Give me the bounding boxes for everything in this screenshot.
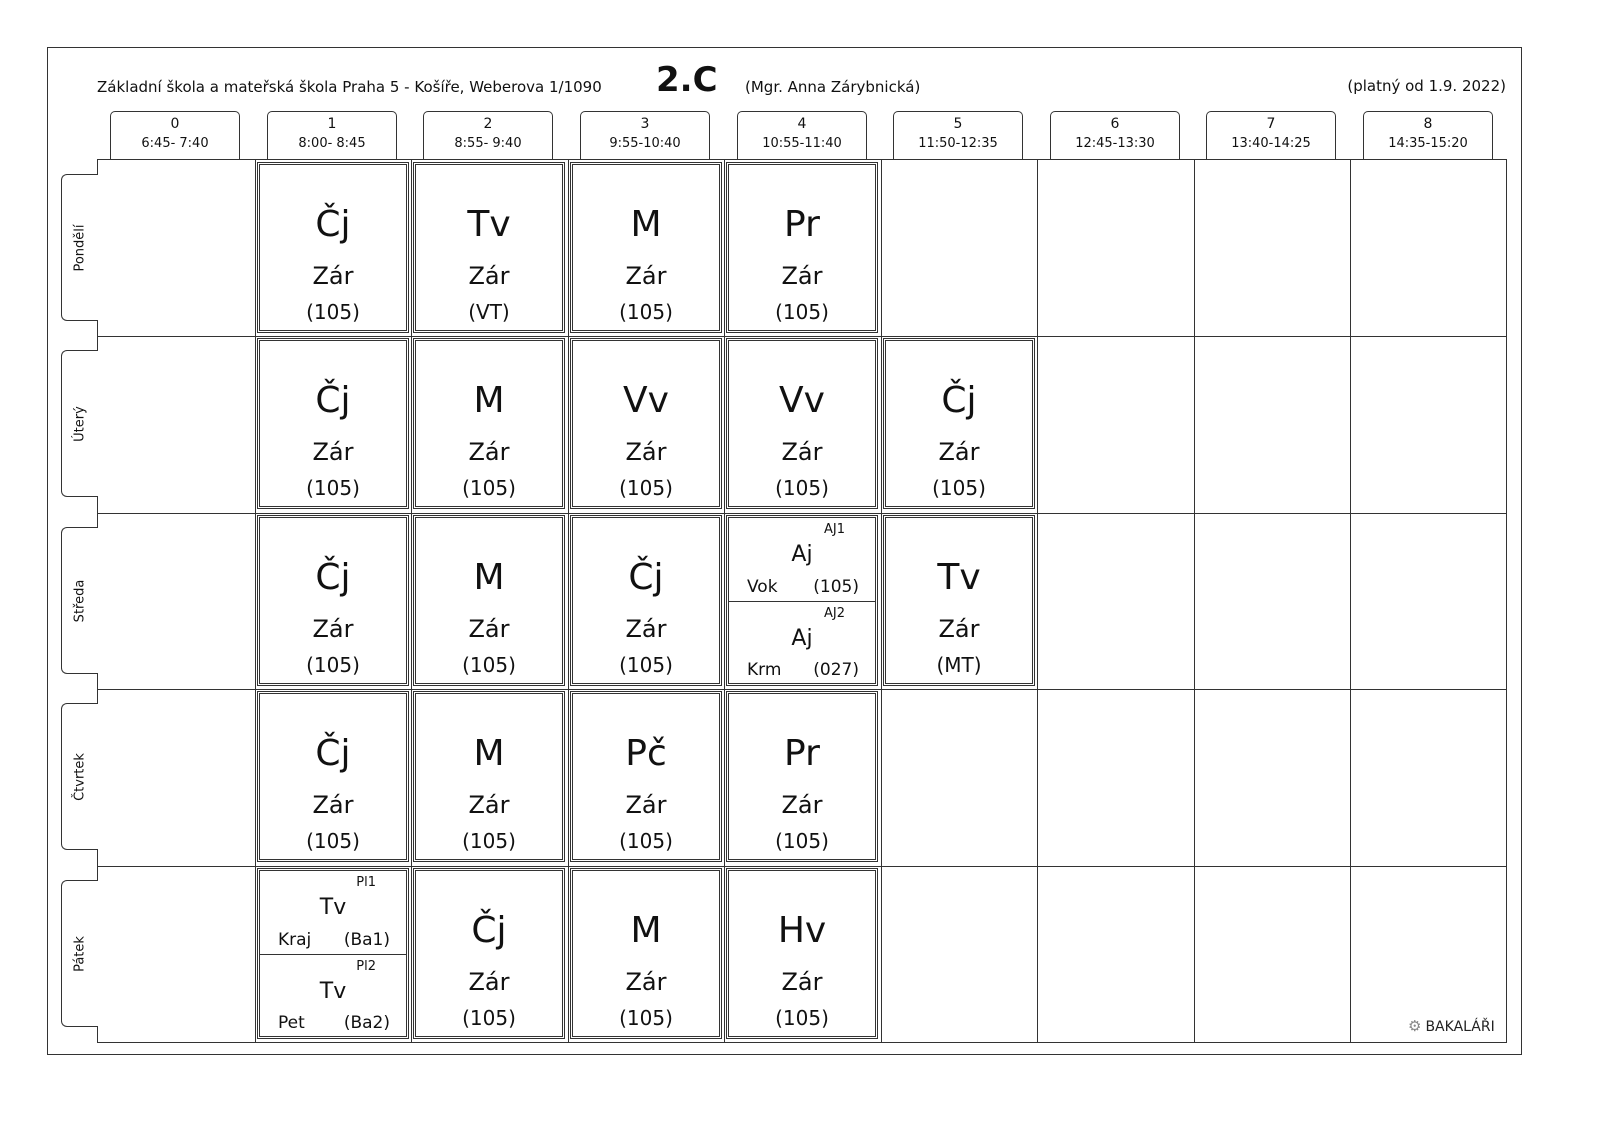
period-number: 1 (327, 116, 337, 132)
period-number: 2 (483, 116, 493, 132)
period-number: 5 (953, 116, 963, 132)
lesson-teacher: Zár (468, 615, 510, 643)
lesson-cell[interactable] (570, 162, 722, 333)
lesson-group-bottom[interactable] (260, 954, 406, 1038)
lesson-room: (Ba1) (343, 929, 390, 950)
day-tab-tuesday (61, 350, 98, 497)
lesson-subject: Tv (319, 895, 347, 920)
period-time: 14:35-15:20 (1388, 136, 1468, 151)
group-label: Pl1 (356, 875, 376, 890)
grid-row-divider (98, 689, 1506, 690)
lesson-teacher: Zár (468, 262, 510, 290)
lesson-subject: Vv (623, 380, 669, 421)
period-header-0 (110, 111, 240, 160)
period-number: 4 (797, 116, 807, 132)
lesson-subject: Pč (625, 733, 667, 774)
lesson-cell[interactable] (726, 868, 878, 1039)
lesson-cell[interactable] (570, 515, 722, 686)
lesson-room: (105) (775, 829, 829, 853)
period-time: 8:00- 8:45 (298, 136, 366, 151)
period-time: 9:55-10:40 (609, 136, 681, 151)
lesson-subject: Pr (784, 733, 820, 774)
lesson-subject: Vv (779, 380, 825, 421)
lesson-cell[interactable] (883, 515, 1035, 686)
lesson-cell[interactable] (257, 515, 409, 686)
day-tab-thursday (61, 703, 98, 850)
lesson-room: (105) (306, 476, 360, 500)
lesson-subject: M (630, 910, 662, 951)
lesson-cell[interactable] (257, 691, 409, 862)
lesson-room: (105) (813, 576, 859, 597)
grid-column-divider (411, 160, 412, 1042)
group-label: Pl2 (356, 958, 376, 974)
lesson-teacher: Zár (625, 438, 667, 466)
grid-column-divider (1037, 160, 1038, 1042)
grid-column-divider (724, 160, 725, 1042)
grid-column-divider (881, 160, 882, 1042)
lesson-cell[interactable] (413, 338, 565, 509)
lesson-teacher: Zár (781, 791, 823, 819)
lesson-subject: Pr (784, 204, 820, 245)
period-time: 6:45- 7:40 (141, 136, 209, 151)
lesson-room: (105) (775, 476, 829, 500)
lesson-teacher: Zár (312, 615, 354, 643)
period-header-8 (1363, 111, 1493, 160)
grid-row-divider (98, 866, 1506, 867)
grid-column-divider (255, 160, 256, 1042)
lesson-teacher: Zár (468, 968, 510, 996)
period-number: 8 (1423, 116, 1433, 132)
grid-column-divider (1350, 160, 1351, 1042)
lesson-cell[interactable] (726, 338, 878, 509)
lesson-teacher: Zár (938, 615, 980, 643)
lesson-teacher: Zár (781, 438, 823, 466)
lesson-subject: Aj (791, 625, 813, 651)
lesson-subject: Čj (315, 380, 351, 421)
group-label: AJ1 (824, 522, 845, 537)
lesson-teacher: Zár (781, 262, 823, 290)
period-number: 6 (1110, 116, 1120, 132)
period-time: 13:40-14:25 (1231, 136, 1311, 151)
lesson-subject: Tv (937, 557, 981, 598)
lesson-room: (105) (306, 300, 360, 324)
day-label: Pondělí (72, 223, 88, 272)
period-number: 3 (640, 116, 650, 132)
day-label: Středa (72, 579, 88, 622)
lesson-cell[interactable] (413, 515, 565, 686)
lesson-teacher: Zár (312, 262, 354, 290)
lesson-room: (105) (462, 1006, 516, 1030)
lesson-subject: Tv (319, 978, 347, 1004)
valid-from: (platný od 1.9. 2022) (1347, 77, 1506, 95)
lesson-subject: Čj (941, 380, 977, 421)
lesson-room: (105) (462, 476, 516, 500)
school-name: Základní škola a mateřská škola Praha 5 - Košíře, Weberova 1/1090 (97, 78, 602, 96)
lesson-teacher: Zár (781, 968, 823, 996)
lesson-teacher: Vok (747, 576, 778, 597)
lesson-subject: Čj (628, 557, 664, 598)
brand-name: BAKALÁŘI (1425, 1019, 1495, 1035)
lesson-teacher: Zár (938, 438, 980, 466)
lesson-group-bottom[interactable] (729, 601, 875, 685)
lesson-room: (105) (462, 829, 516, 853)
lesson-room: (105) (619, 300, 673, 324)
lesson-teacher: Zár (625, 968, 667, 996)
period-time: 11:50-12:35 (918, 136, 998, 151)
lesson-teacher: Zár (468, 791, 510, 819)
lesson-subject: M (473, 557, 505, 598)
lesson-cell[interactable] (726, 691, 878, 862)
lesson-group-top[interactable] (729, 518, 875, 601)
lesson-cell[interactable] (413, 691, 565, 862)
grid-column-divider (1194, 160, 1195, 1042)
lesson-subject: M (473, 380, 505, 421)
lesson-cell[interactable] (413, 868, 565, 1039)
period-header-7 (1206, 111, 1336, 160)
period-header-6 (1050, 111, 1180, 160)
lesson-room: (VT) (468, 300, 510, 324)
period-time: 12:45-13:30 (1075, 136, 1155, 151)
day-label: Pátek (72, 935, 88, 972)
bakalari-logo (1408, 1017, 1495, 1035)
lesson-subject: M (630, 204, 662, 245)
period-number: 7 (1266, 116, 1276, 132)
lesson-room: (Ba2) (343, 1013, 390, 1033)
lesson-teacher: Zár (468, 438, 510, 466)
period-header-1 (267, 111, 397, 160)
lesson-room: (105) (775, 1006, 829, 1030)
lesson-room: (105) (462, 653, 516, 677)
lesson-subject: Hv (777, 910, 827, 951)
lesson-room: (105) (306, 829, 360, 853)
lesson-teacher: Zár (625, 262, 667, 290)
lesson-group-top[interactable] (260, 871, 406, 954)
lesson-teacher: Krm (747, 660, 782, 680)
lesson-cell[interactable] (726, 162, 878, 333)
lesson-room: (105) (932, 476, 986, 500)
class-teacher: (Mgr. Anna Zárybnická) (745, 78, 921, 96)
lesson-subject: Čj (315, 733, 351, 774)
period-header-5 (893, 111, 1023, 160)
lesson-room: (027) (813, 660, 859, 680)
lesson-cell[interactable] (257, 162, 409, 333)
day-tab-monday (61, 174, 98, 321)
grid-column-divider (568, 160, 569, 1042)
gear-icon: ⚙ (1408, 1017, 1422, 1035)
split-lesson-cell[interactable] (257, 868, 409, 1039)
class-name: 2.C (656, 60, 718, 100)
lesson-room: (105) (619, 1006, 673, 1030)
lesson-cell[interactable] (413, 162, 565, 333)
lesson-cell[interactable] (570, 338, 722, 509)
lesson-room: (105) (619, 476, 673, 500)
lesson-room: (105) (619, 653, 673, 677)
lesson-cell[interactable] (570, 868, 722, 1039)
lesson-teacher: Zár (625, 615, 667, 643)
day-tab-friday (61, 880, 98, 1027)
lesson-subject: Čj (315, 204, 351, 245)
period-header-4 (737, 111, 867, 160)
day-tab-wednesday (61, 527, 98, 674)
lesson-subject: Aj (791, 542, 813, 567)
lesson-teacher: Zár (312, 791, 354, 819)
lesson-teacher: Zár (312, 438, 354, 466)
lesson-teacher: Kraj (278, 929, 312, 950)
split-lesson-cell[interactable] (726, 515, 878, 686)
grid-row-divider (98, 513, 1506, 514)
period-header-3 (580, 111, 710, 160)
grid-row-divider (98, 336, 1506, 337)
lesson-subject: M (473, 733, 505, 774)
period-number: 0 (170, 116, 180, 132)
period-time: 8:55- 9:40 (454, 136, 522, 151)
lesson-cell[interactable] (257, 338, 409, 509)
lesson-room: (MT) (936, 653, 982, 677)
lesson-teacher: Zár (625, 791, 667, 819)
period-time: 10:55-11:40 (762, 136, 842, 151)
period-header-2 (423, 111, 553, 160)
lesson-subject: Čj (315, 557, 351, 598)
group-label: AJ2 (824, 605, 845, 621)
lesson-room: (105) (306, 653, 360, 677)
lesson-room: (105) (619, 829, 673, 853)
lesson-subject: Čj (471, 910, 507, 951)
lesson-teacher: Pet (278, 1013, 305, 1033)
day-label: Čtvrtek (72, 752, 88, 801)
lesson-cell[interactable] (883, 338, 1035, 509)
lesson-room: (105) (775, 300, 829, 324)
day-label: Úterý (72, 405, 88, 442)
lesson-subject: Tv (467, 204, 511, 245)
lesson-cell[interactable] (570, 691, 722, 862)
